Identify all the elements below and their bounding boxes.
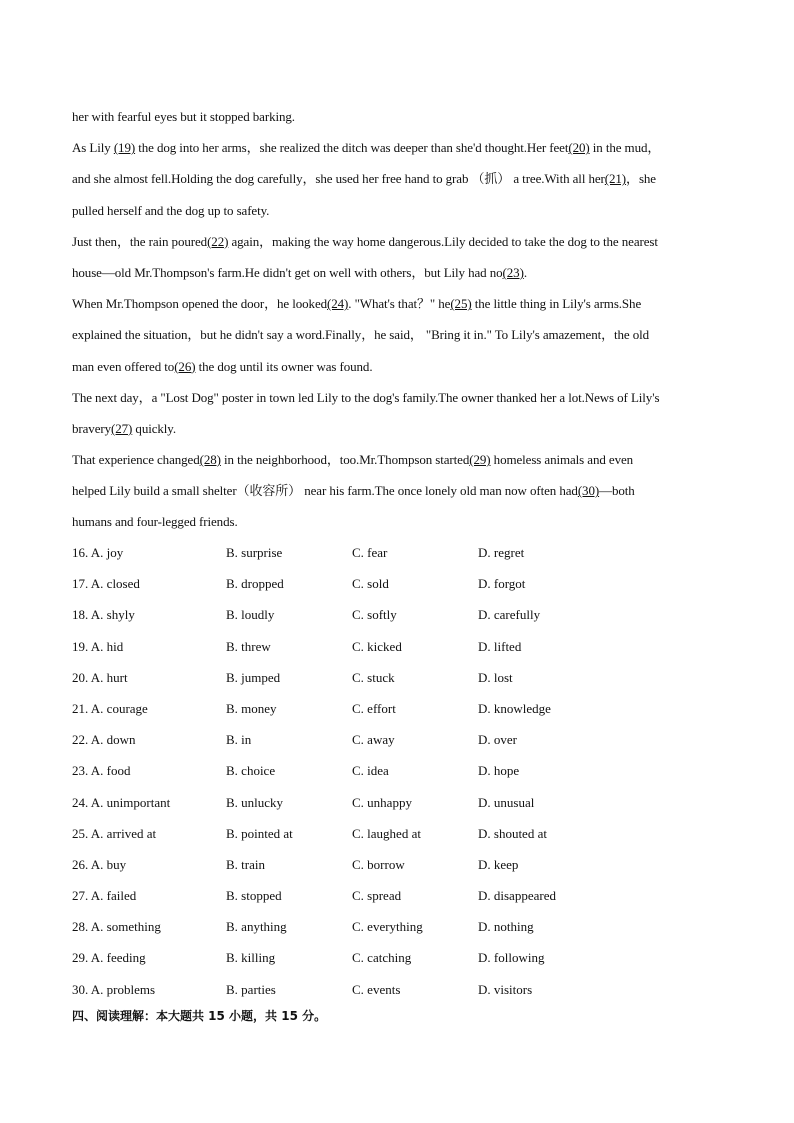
passage-line [72, 475, 722, 506]
option-b: B. dropped [226, 576, 284, 592]
option-a: 22. A. down [72, 732, 136, 748]
question-row [72, 787, 722, 818]
option-a: 17. A. closed [72, 576, 140, 592]
option-d: D. lost [478, 669, 513, 685]
blank-number: (19) [113, 140, 136, 156]
blank-number: (21) [604, 171, 627, 187]
option-d: D. knowledge [478, 700, 551, 716]
passage-line [72, 351, 722, 382]
option-b: B. pointed at [226, 825, 293, 841]
option-d: D. shouted at [478, 825, 547, 841]
passage-line [72, 382, 722, 413]
option-d: D. unusual [478, 794, 535, 810]
passage-text: ，she [626, 171, 656, 187]
option-a: 29. A. feeding [72, 950, 146, 966]
passage-text: house—old Mr.Thompson's farm.He didn't get on well with others，but Lily had no [72, 264, 503, 280]
option-d: D. over [478, 732, 517, 748]
option-b: B. anything [226, 919, 287, 935]
passage-line [72, 506, 722, 537]
blank-number: (25) [450, 296, 472, 312]
passage-text: man even offered to [72, 358, 175, 374]
option-d: D. keep [478, 856, 519, 872]
passage-text: Just then，the rain poured [72, 233, 208, 249]
question-row [72, 568, 722, 599]
passage-line [72, 319, 722, 350]
option-c: C. everything [352, 919, 423, 935]
passage-text: again，making the way home dangerous.Lily decided to take the dog to the nearest [228, 233, 658, 249]
option-c: C. fear [352, 545, 388, 560]
answer-options [72, 537, 722, 1005]
option-c: C. events [352, 981, 401, 997]
option-c: C. away [352, 732, 395, 748]
passage-text: the dog until its owner was found. [195, 358, 373, 374]
blank-number: (27) [111, 420, 133, 436]
option-c: C. borrow [352, 856, 405, 872]
question-row [72, 662, 722, 693]
option-a: 20. A. hurt [72, 669, 128, 685]
option-a: 25. A. arrived at [72, 825, 157, 841]
option-c: C. laughed at [352, 825, 421, 841]
blank-number: (20) [568, 140, 590, 156]
question-row [72, 599, 722, 630]
passage-text: in the mud， [589, 140, 661, 156]
cloze-passage [72, 101, 722, 538]
blank-number: (23) [502, 264, 524, 280]
option-a: 24. A. unimportant [72, 794, 171, 810]
option-a: 26. A. buy [72, 856, 127, 872]
passage-text: explained the situation，but he didn't say a word.Finally，he said， "Bring it in." To Lily's amazement，the old [72, 327, 650, 343]
option-b: B. killing [226, 950, 276, 966]
option-a: 21. A. courage [72, 700, 148, 716]
section-heading: 四、阅读理解：本大题共 15 小题，共 15 分。 [72, 1009, 327, 1023]
passage-line [72, 101, 722, 132]
blank-number: (24) [327, 296, 349, 312]
passage-text: quickly. [132, 420, 177, 436]
option-c: C. spread [352, 888, 402, 904]
blank-number: (26) [174, 358, 196, 374]
option-b: B. in [226, 732, 252, 748]
passage-line [72, 163, 722, 194]
question-row [72, 818, 722, 849]
option-a: 28. A. something [72, 919, 161, 935]
option-a: 18. A. shyly [72, 607, 135, 623]
question-row [72, 631, 722, 662]
question-row [72, 537, 722, 568]
option-a: 23. A. food [72, 763, 131, 779]
option-b: B. train [226, 856, 265, 872]
blank-number: (30) [577, 483, 600, 499]
option-d: D. lifted [478, 638, 522, 654]
option-c: C. sold [352, 576, 389, 592]
option-d: D. nothing [478, 919, 534, 935]
passage-text: The next day，a "Lost Dog" poster in town led Lily to the dog's family.The owner thanked her a lot.News of Lily's [72, 389, 660, 405]
question-row [72, 942, 722, 973]
option-d: D. disappeared [478, 888, 556, 904]
passage-line [72, 288, 722, 319]
option-a: 27. A. failed [72, 888, 137, 904]
option-b: B. jumped [226, 669, 281, 685]
question-row [72, 755, 722, 786]
passage-text: . [523, 264, 527, 280]
option-b: B. parties [226, 981, 276, 997]
passage-text: As Lily [72, 140, 114, 156]
blank-number: (22) [207, 233, 229, 249]
passage-line [72, 195, 722, 226]
passage-text: pulled herself and the dog up to safety. [72, 202, 270, 218]
option-b: B. loudly [226, 607, 275, 623]
passage-text: helped Lily build a small shelter（收容所） near his farm.The once lonely old man now often had [72, 483, 578, 499]
option-b: B. choice [226, 763, 276, 779]
option-c: C. stuck [352, 669, 395, 685]
passage-text: the little thing in Lily's arms.She [471, 296, 642, 312]
option-b: B. unlucky [226, 794, 284, 810]
option-d: D. following [478, 950, 545, 966]
passage-text: her with fearful eyes but it stopped barking. [72, 109, 295, 124]
blank-number: (29) [469, 452, 491, 468]
passage-text: and she almost fell.Holding the dog carefully，she used her free hand to grab （抓） a tree.With all her [72, 171, 605, 187]
passage-text: humans and four-legged friends. [72, 514, 238, 530]
option-d: D. forgot [478, 576, 526, 592]
option-b: B. threw [226, 638, 271, 654]
passage-text: bravery [72, 420, 111, 436]
passage-text: That experience changed [72, 452, 200, 468]
passage-line [72, 257, 722, 288]
passage-text: When Mr.Thompson opened the door，he looked [72, 296, 328, 312]
question-row [72, 693, 722, 724]
passage-text: . "What's that？" he [348, 296, 451, 312]
option-c: C. catching [352, 950, 412, 966]
option-b: B. money [226, 700, 277, 716]
option-c: C. kicked [352, 638, 402, 654]
option-d: D. carefully [478, 607, 541, 623]
passage-line [72, 444, 722, 475]
option-d: D. regret [478, 545, 525, 560]
option-c: C. unhappy [352, 794, 412, 810]
passage-text: the dog into her arms，she realized the ditch was deeper than she'd thought.Her feet [135, 140, 569, 156]
question-row [72, 849, 722, 880]
option-b: B. surprise [226, 545, 283, 560]
option-d: D. visitors [478, 981, 533, 997]
passage-text: in the neighborhood，too.Mr.Thompson started [220, 452, 470, 468]
passage-line [72, 226, 722, 257]
option-a: 19. A. hid [72, 638, 124, 654]
option-c: C. effort [352, 700, 396, 716]
option-c: C. idea [352, 763, 389, 779]
option-a: 30. A. problems [72, 981, 156, 997]
question-row [72, 724, 722, 755]
passage-text: —both [599, 483, 635, 499]
option-b: B. stopped [226, 888, 282, 904]
question-row [72, 911, 722, 942]
blank-number: (28) [199, 452, 221, 468]
passage-line [72, 413, 722, 444]
option-c: C. softly [352, 607, 397, 623]
option-a: 16. A. joy [72, 545, 124, 560]
passage-line [72, 132, 722, 163]
passage-text: homeless animals and even [490, 452, 634, 468]
question-row [72, 880, 722, 911]
option-d: D. hope [478, 763, 520, 779]
